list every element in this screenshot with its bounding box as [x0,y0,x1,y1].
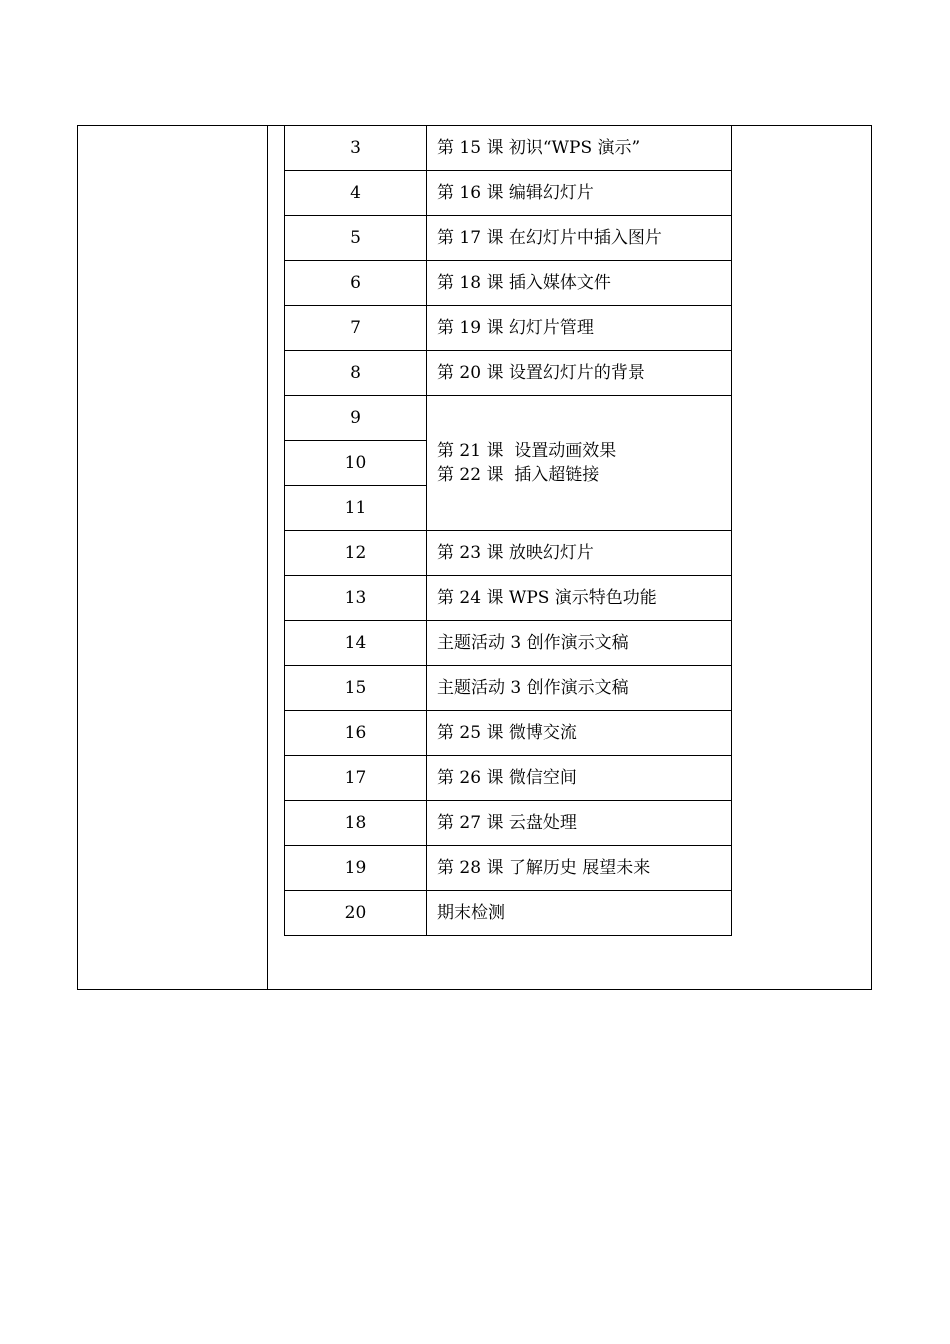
week-number: 19 [285,846,427,891]
lesson-title: 期末检测 [427,891,732,936]
lesson-title: 第 22 课 插入超链接 [437,465,600,485]
teaching-schedule-table [284,125,732,936]
week-number: 12 [285,531,427,576]
lesson-title: 第 21 课 设置动画效果 [437,441,617,461]
week-number: 17 [285,756,427,801]
week-number: 8 [285,351,427,396]
lesson-title: 第 15 课 初识“WPS 演示” [427,126,732,171]
table-row [285,396,732,441]
week-number: 13 [285,576,427,621]
week-number: 3 [285,126,427,171]
lesson-title: 第 27 课 云盘处理 [427,801,732,846]
table-row [285,351,732,396]
week-number: 4 [285,171,427,216]
table-row [285,126,732,171]
lesson-title: 第 18 课 插入媒体文件 [427,261,732,306]
week-number: 20 [285,891,427,936]
merged-lesson-cell [427,396,732,531]
table-row [285,531,732,576]
table-row [285,846,732,891]
week-number: 7 [285,306,427,351]
week-number: 16 [285,711,427,756]
lesson-title: 第 19 课 幻灯片管理 [427,306,732,351]
week-number: 5 [285,216,427,261]
week-number: 14 [285,621,427,666]
table-row [285,666,732,711]
week-number: 9 [285,396,427,441]
table-row [285,801,732,846]
lesson-title: 第 23 课 放映幻灯片 [427,531,732,576]
lesson-title: 第 20 课 设置幻灯片的背景 [427,351,732,396]
left-empty-cell [78,126,268,989]
lesson-title: 第 28 课 了解历史 展望未来 [427,846,732,891]
table-row [285,261,732,306]
table-row [285,216,732,261]
lesson-title: 第 25 课 微博交流 [427,711,732,756]
lesson-title: 第 24 课 WPS 演示特色功能 [427,576,732,621]
lesson-title: 第 16 课 编辑幻灯片 [427,171,732,216]
lesson-title: 主题活动 3 创作演示文稿 [427,666,732,711]
table-row [285,891,732,936]
lesson-title: 主题活动 3 创作演示文稿 [427,621,732,666]
lesson-title: 第 17 课 在幻灯片中插入图片 [427,216,732,261]
week-number: 6 [285,261,427,306]
week-number: 18 [285,801,427,846]
week-number: 15 [285,666,427,711]
lesson-title: 第 26 课 微信空间 [427,756,732,801]
week-number: 11 [285,486,427,531]
week-number: 10 [285,441,427,486]
table-row [285,576,732,621]
table-row [285,711,732,756]
table-row [285,621,732,666]
table-row [285,756,732,801]
table-row [285,171,732,216]
table-row [285,306,732,351]
